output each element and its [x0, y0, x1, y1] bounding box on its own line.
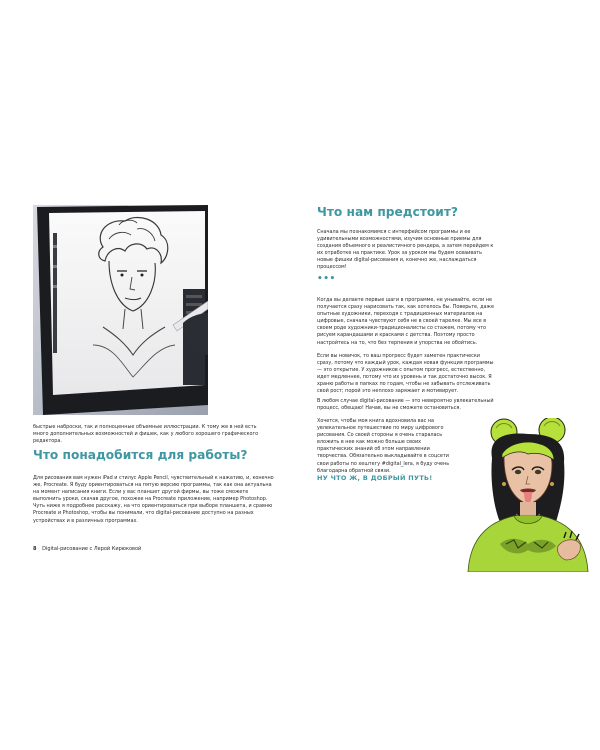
right-paragraph-5: Хочется, чтобы моя книга вдохновила вас на увлекательное путешествие по миру цифрового рисования. Со своей стороны я очень старалась вложить в нее как можно больше своих практических знаний об этом направлении творчества. Обязательно выкладывайте в соцсети свои работы по хештегу #digital_lera, я буду очень благодарна обратной связи. [317, 418, 450, 474]
right-page [300, 0, 600, 750]
right-paragraph-1: Сначала мы познакомимся с интерфейсом программы и ее удивительными возможностями, изучим основные приемы для создания объемного и реалистичного рендера, а затем перейдем к их отработке на практике. Урок за уроком мы будем осваивать новые фишки digital-рисования и, конечно же, наслаждаться процессом! [317, 229, 494, 271]
right-paragraph-4: В любом случае digital-рисование — это невероятно увлекательный процесс, обещаю! Начав, вы не сможете остановиться. [317, 398, 494, 412]
right-paragraph-2: Когда вы делаете первые шаги в программе, не унывайте, если не получается сразу нарисовать так, как хотелось бы. Поверьте, даже опытные художники, переходя с традиционных материалов на цифровые, сначала чувствуют себя не в своей тарелке. Мы все в своем роде художники-традиционалисты со стажем, потому что рисуем карандашами и красками с детства. Поэтому просто настройтесь на то, что без терпения и упорства не обойтись. [317, 297, 494, 346]
call-to-action: НУ ЧТО Ж, В ДОБРЫЙ ПУТЬ! [317, 474, 433, 482]
separator-dots: ••• [317, 274, 336, 284]
page-number: 8 [33, 546, 37, 552]
character-illustration [448, 418, 600, 572]
left-intro-text: быстрые наброски, так и полноценные объемные иллюстрации. К тому же в ней есть много дополнительных возможностей и фишек, как у любого хорошего графического редактора. [33, 424, 259, 445]
tablet-sketch-photo [33, 205, 208, 415]
right-section-title: Что нам предстоит? [317, 205, 458, 219]
left-section-text: Для рисования вам нужен iPad и стилус Apple Pencil, чувствительный к нажатию, и, конечно же, Procreate. Я буду ориентироваться на пятую версию программы, так как она актуальна на момент написания книги. Если у вас планшет другой фирмы, вы тоже сможете выполнить уроки, скачав другое, похожее на Procreate приложение, например Photoshop. Чуть ниже я подробнее расскажу, на что ориентироваться при выборе планшета, и сравню Procreate и Photoshop, чтобы вы понимали, что digital-рисование доступно на разных устройствах и в различных программах. [33, 475, 274, 524]
left-section-title: Что понадобится для работы? [33, 448, 248, 462]
right-paragraph-3: Если вы новичок, то ваш прогресс будет заметен практически сразу, потому что каждый урок, каждая новая функция программы — это открытие. У художников с опытом прогресс, естественно, идет медленнее, потому что их уровень и так достаточно высок. Я храню работы в папках по годам, чтобы не забывать отслеживать свой рост; порой это неплохо заряжает и мотивирует. [317, 353, 494, 395]
running-footer: Digital-рисование с Лерой Кирюковой [42, 546, 142, 552]
page-footer [33, 546, 141, 552]
